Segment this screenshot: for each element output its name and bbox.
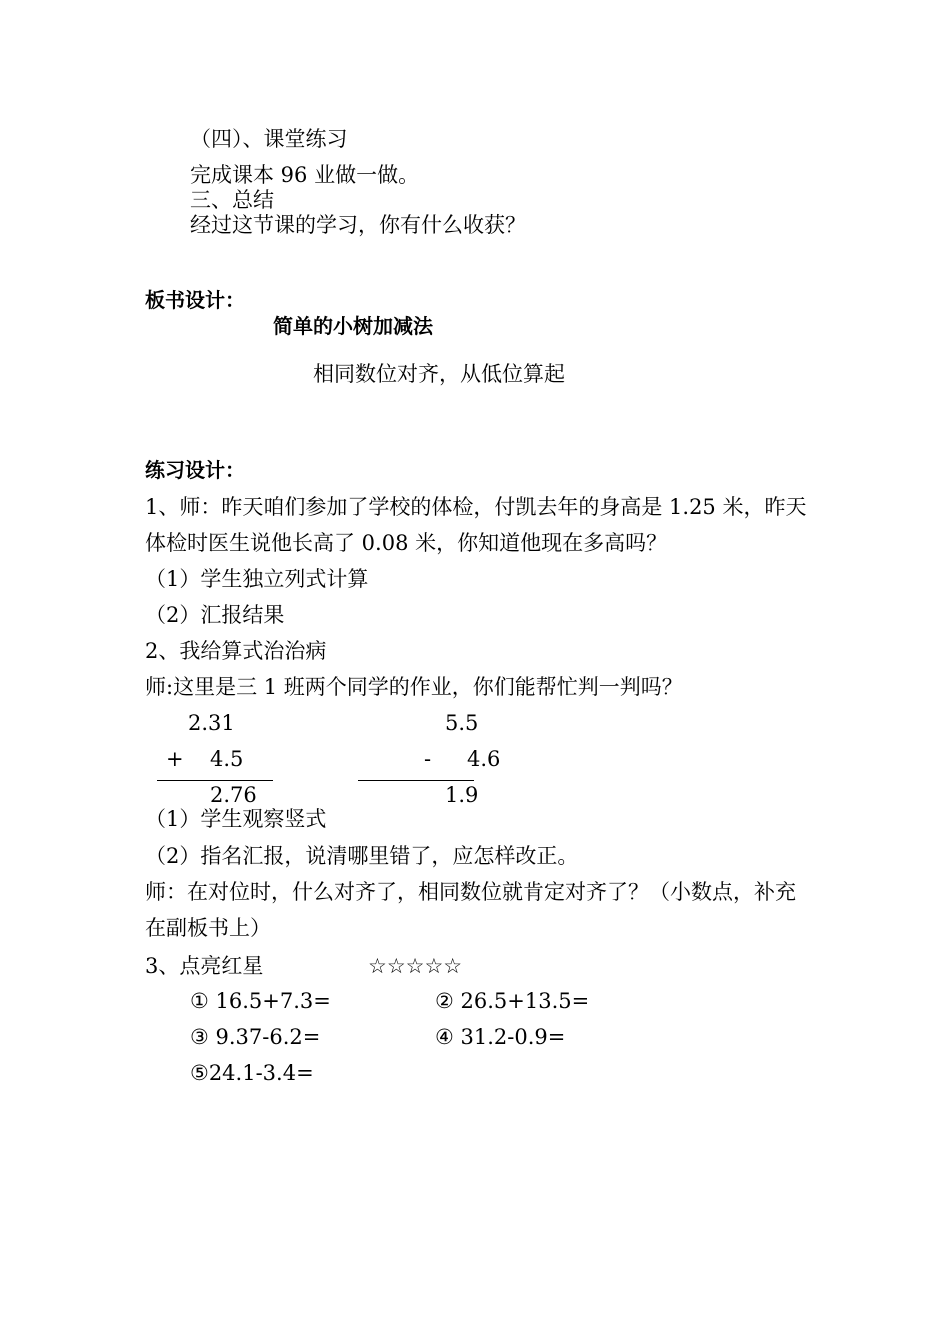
q1-step1: （1）学生独立列式计算 bbox=[145, 567, 369, 591]
q1-line1: 1、师：昨天咱们参加了学校的体检，付凯去年的身高是 1.25 米，昨天 bbox=[145, 495, 807, 519]
exercise-label: 练习设计： bbox=[145, 458, 245, 482]
calc2-top: 5.5 bbox=[445, 711, 479, 735]
q3-item-2: ② 26.5+13.5= bbox=[435, 989, 590, 1013]
q2-step2: （2）指名汇报，说清哪里错了，应怎样改正。 bbox=[145, 844, 579, 868]
calc2-bottom: 4.6 bbox=[467, 747, 501, 771]
q2-teacher-line2: 在副板书上） bbox=[145, 916, 271, 940]
summary-heading: 三、总结 bbox=[190, 188, 274, 212]
q2-intro: 师:这里是三 1 班两个同学的作业，你们能帮忙判一判吗？ bbox=[145, 675, 683, 699]
q3-title: 3、点亮红星 bbox=[145, 954, 264, 978]
q3-item-4: ④ 31.2-0.9= bbox=[435, 1025, 566, 1049]
calc2-line bbox=[358, 780, 474, 781]
calc1-result: 2.76 bbox=[210, 783, 257, 807]
section-four-heading: （四）、课堂练习 bbox=[190, 127, 348, 151]
q2-teacher-line1: 师：在对位时，什么对齐了，相同数位就肯定对齐了？（小数点，补充 bbox=[145, 880, 796, 904]
board-title: 简单的小树加减法 bbox=[273, 314, 433, 338]
q1-step2: （2）汇报结果 bbox=[145, 603, 285, 627]
calc2-operator: - bbox=[424, 747, 432, 771]
calc1-bottom: 4.5 bbox=[210, 747, 244, 771]
q3-item-5: ⑤24.1-3.4= bbox=[190, 1061, 314, 1085]
q3-item-1: ① 16.5+7.3= bbox=[190, 989, 331, 1013]
q3-stars: ☆☆☆☆☆ bbox=[368, 954, 463, 978]
calc1-operator: + bbox=[166, 747, 184, 771]
calc1-top: 2.31 bbox=[188, 711, 235, 735]
q3-item-3: ③ 9.37-6.2= bbox=[190, 1025, 321, 1049]
q2-step1: （1）学生观察竖式 bbox=[145, 807, 327, 831]
summary-question: 经过这节课的学习，你有什么收获？ bbox=[190, 213, 526, 237]
calc2-result: 1.9 bbox=[445, 783, 479, 807]
section-four-task: 完成课本 96 业做一做。 bbox=[190, 163, 420, 187]
calc1-line bbox=[157, 780, 273, 781]
board-rule: 相同数位对齐，从低位算起 bbox=[313, 362, 565, 386]
q1-line2: 体检时医生说他长高了 0.08 米，你知道他现在多高吗？ bbox=[145, 531, 668, 555]
board-label: 板书设计： bbox=[145, 288, 245, 312]
q2-title: 2、我给算式治治病 bbox=[145, 639, 327, 663]
